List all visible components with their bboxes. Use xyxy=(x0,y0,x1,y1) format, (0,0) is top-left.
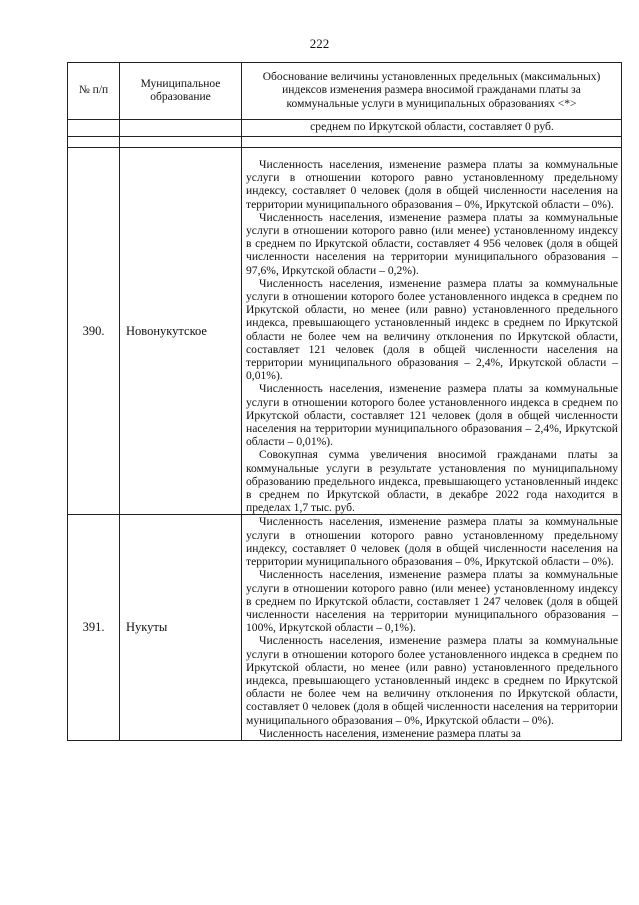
continuation-row xyxy=(68,120,622,137)
paragraph: Численность населения, изменение размера платы за xyxy=(259,726,521,740)
paragraph: Численность населения, изменение размера платы за коммунальные услуги в отношении которого более установленного индекса в среднем по Иркутской области, но менее (или равно) установленного предельного индекса, превышающего установленный индекс в среднем по Иркутской области не более чем на величину отклонения по Иркутской области, составляет 0 человек (доля в общей численности населения на территории муниципального образования – 0%, Иркутской области – 0%). xyxy=(246,634,618,727)
continuation-text: среднем по Иркутской области, составляет 0 руб. xyxy=(242,120,622,137)
row-number: 390. xyxy=(68,148,120,515)
municipality-name: Новонукутское xyxy=(120,148,242,515)
paragraph: Численность населения, изменение размера платы за коммунальные услуги в отношении которого равно (или менее) установленному индексу в среднем по Иркутской области, составляет 1 247 человек (доля в общей численности населения на территории муниципального образования – 100%, Иркутской области – 0,1%). xyxy=(246,568,618,635)
paragraph: Численность населения, изменение размера платы за коммунальные услуги в отношении которого равно установленному предельному индексу, составляет 0 человек (доля в общей численности населения на территории муниципального образования – 0%, Иркутской области – 0%). xyxy=(246,515,618,569)
page-number: 222 xyxy=(309,36,330,51)
table-row xyxy=(68,515,622,740)
header-justification: Обоснование величины установленных предельных (максимальных) индексов изменения размера вносимой гражданами платы за коммунальные услуги в муниципальных образованиях <*> xyxy=(242,63,622,120)
header-number: № п/п xyxy=(68,63,120,120)
tariff-justification-table xyxy=(67,62,622,741)
municipality-name: Нукуты xyxy=(120,515,242,740)
spacer-row xyxy=(68,137,622,148)
row-number: 391. xyxy=(68,515,120,740)
table-header-row xyxy=(68,63,622,120)
paragraph: Численность населения, изменение размера платы за коммунальные услуги в отношении которого равно установленному предельному индексу, составляет 0 человек (доля в общей численности населения на территории муниципального образования – 0%, Иркутской области – 0%). xyxy=(246,158,618,211)
paragraph: Численность населения, изменение размера платы за коммунальные услуги в отношении которого равно (или менее) установленному индексу в среднем по Иркутской области, составляет 4 956 человек (доля в общей численности населения на территории муниципального образования – 97,6%, Иркутской области – 0,2%). xyxy=(246,210,618,277)
justification-text xyxy=(242,515,622,740)
table-row xyxy=(68,148,622,515)
justification-text xyxy=(242,148,622,515)
paragraph: Совокупная сумма увеличения вносимой гражданами платы за коммунальные услуги в результате установления по муниципальному образованию предельного индекса, превышающего установленный индекс в среднем по Иркутской области, в декабре 2022 года находится в пределах 1,7 тыс. руб. xyxy=(246,448,618,515)
paragraph: Численность населения, изменение размера платы за коммунальные услуги в отношении которого более установленного индекса в среднем по Иркутской области, составляет 121 человек (доля в общей численности населения на территории муниципального образования – 2,4%, Иркутской области – 0,01%). xyxy=(246,382,618,449)
paragraph: Численность населения, изменение размера платы за коммунальные услуги в отношении которого более установленного индекса в среднем по Иркутской области, но менее (или равно) установленного предельного индекса, превышающего установленный индекс в среднем по Иркутской области не более чем на величину отклонения по Иркутской области, составляет 121 человек (доля в общей численности населения на территории муниципального образования – 2,4%, Иркутской области – 0,01%). xyxy=(246,276,618,383)
header-municipality: Муниципальное образование xyxy=(120,63,242,120)
